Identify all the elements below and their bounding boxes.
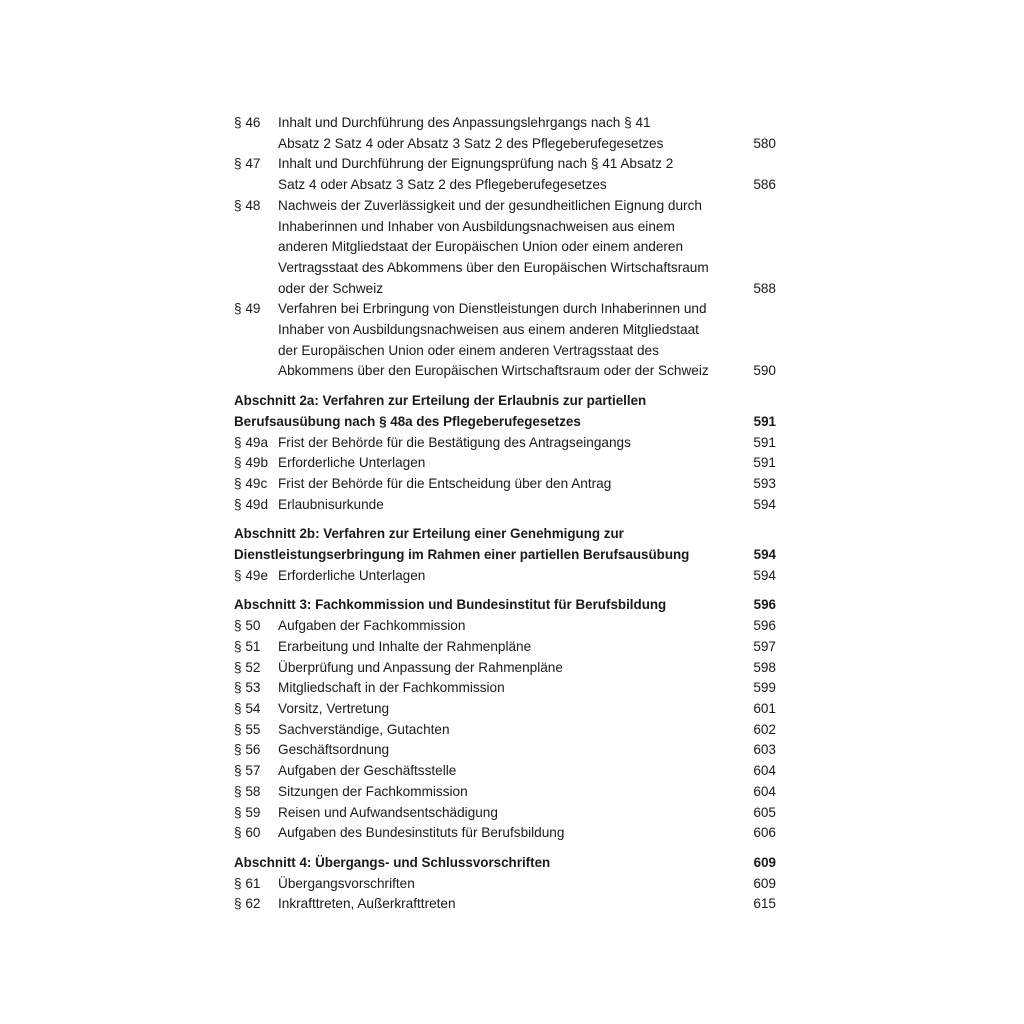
entry-title-line: Abkommens über den Europäischen Wirtschaftsraum oder der Schweiz <box>278 363 709 379</box>
entry-title-line: Vertragsstaat des Abkommens über den Europäischen Wirtschaftsraum <box>278 259 709 275</box>
toc-entry <box>234 699 776 720</box>
entry-title <box>278 299 728 382</box>
entry-title <box>278 433 728 454</box>
toc-entry <box>234 299 776 382</box>
toc-entry <box>234 823 776 844</box>
section-title-line: Abschnitt 2b: Verfahren zur Erteilung einer Genehmigung zur <box>234 526 624 542</box>
entry-page-number: 601 <box>753 700 776 716</box>
entry-title <box>278 637 728 658</box>
toc-entry <box>234 678 776 699</box>
toc-entry <box>234 782 776 803</box>
entry-title-line: Erlaubnisurkunde <box>278 496 384 512</box>
entry-title <box>278 658 728 679</box>
paragraph-number: § 46 <box>234 115 261 130</box>
section-title <box>234 853 728 874</box>
entry-title <box>278 782 728 803</box>
paragraph-number: § 49a <box>234 434 269 450</box>
section-title-line: Abschnitt 4: Übergangs- und Schlussvorschriften <box>234 854 551 870</box>
section-title-line: Berufsausübung nach § 48a des Pflegeberufegesetzes <box>234 413 581 429</box>
table-of-contents <box>234 113 776 915</box>
section-page-number: 596 <box>753 597 776 613</box>
entry-title-line: Inhalt und Durchführung der Eignungsprüfung nach § 41 Absatz 2 <box>278 156 674 172</box>
entry-page-number: 615 <box>753 896 776 912</box>
entry-page-number: 591 <box>753 434 776 450</box>
entry-page-number: 588 <box>753 280 776 296</box>
entry-page-number: 594 <box>753 567 776 583</box>
section-title-line: Abschnitt 3: Fachkommission und Bundesinstitut für Berufsbildung <box>234 597 667 613</box>
entry-title <box>278 874 728 895</box>
section-heading <box>234 595 776 616</box>
entry-title-line: anderen Mitgliedstaat der Europäischen Union oder einem anderen <box>278 239 684 255</box>
entry-title-line: Erarbeitung und Inhalte der Rahmenpläne <box>278 638 532 654</box>
section-heading <box>234 391 776 432</box>
entry-page-number: 604 <box>753 783 776 799</box>
entry-title <box>278 474 728 495</box>
paragraph-number: § 57 <box>234 763 261 779</box>
toc-entry <box>234 474 776 495</box>
entry-title-line: Inhalt und Durchführung des Anpassungslehrgangs nach § 41 <box>278 115 651 130</box>
entry-title-line: Verfahren bei Erbringung von Dienstleistungen durch Inhaberinnen und <box>278 301 707 317</box>
toc-entry <box>234 874 776 895</box>
section-page-number: 591 <box>753 413 776 429</box>
entry-title-line: der Europäischen Union oder einem anderen Vertragsstaat des <box>278 342 659 358</box>
toc-entry <box>234 616 776 637</box>
entry-page-number: 604 <box>753 763 776 779</box>
section-title <box>234 524 728 565</box>
entry-title <box>278 616 728 637</box>
entry-title-line: Inhaber von Ausbildungsnachweisen aus einem anderen Mitgliedstaat <box>278 322 699 338</box>
entry-page-number: 609 <box>753 875 776 891</box>
entry-title <box>278 699 728 720</box>
entry-title-line: Aufgaben der Geschäftsstelle <box>278 763 457 779</box>
section-heading <box>234 524 776 565</box>
toc-entry <box>234 761 776 782</box>
section-page-number: 594 <box>753 547 776 563</box>
entry-title-line: Nachweis der Zuverlässigkeit und der gesundheitlichen Eignung durch <box>278 197 702 213</box>
paragraph-number: § 49b <box>234 455 269 471</box>
entry-title-line: Sitzungen der Fachkommission <box>278 783 468 799</box>
paragraph-number: § 60 <box>234 825 261 841</box>
entry-page-number: 599 <box>753 680 776 696</box>
section-title <box>234 391 728 432</box>
entry-page-number: 597 <box>753 638 776 654</box>
paragraph-number: § 58 <box>234 783 261 799</box>
entry-page-number: 606 <box>753 825 776 841</box>
toc-entry <box>234 113 776 154</box>
entry-title <box>278 823 728 844</box>
paragraph-number: § 55 <box>234 721 261 737</box>
toc-entry <box>234 720 776 741</box>
toc-entry <box>234 495 776 516</box>
paragraph-number: § 49d <box>234 496 269 512</box>
entry-page-number: 590 <box>753 363 776 379</box>
entry-title <box>278 894 728 915</box>
entry-page-number: 598 <box>753 659 776 675</box>
paragraph-number: § 49 <box>234 301 261 317</box>
toc-entry <box>234 566 776 587</box>
entry-title-line: Mitgliedschaft in der Fachkommission <box>278 680 505 696</box>
paragraph-number: § 53 <box>234 680 261 696</box>
toc-entry <box>234 196 776 300</box>
entry-page-number: 602 <box>753 721 776 737</box>
section-heading <box>234 853 776 874</box>
entry-page-number: 586 <box>753 177 776 193</box>
entry-title-line: oder der Schweiz <box>278 280 384 296</box>
entry-title-line: Erforderliche Unterlagen <box>278 455 426 471</box>
entry-title <box>278 453 728 474</box>
entry-page-number: 603 <box>753 742 776 758</box>
entry-title <box>278 495 728 516</box>
entry-page-number: 605 <box>753 804 776 820</box>
toc-entry <box>234 453 776 474</box>
entry-title <box>278 566 728 587</box>
entry-title-line: Aufgaben des Bundesinstituts für Berufsbildung <box>278 825 565 841</box>
paragraph-number: § 49c <box>234 475 268 491</box>
toc-entry <box>234 740 776 761</box>
paragraph-number: § 52 <box>234 659 261 675</box>
entry-page-number: 580 <box>753 135 776 151</box>
entry-title-line: Überprüfung und Anpassung der Rahmenpläne <box>278 659 563 675</box>
entry-title-line: Reisen und Aufwandsentschädigung <box>278 804 498 820</box>
paragraph-number: § 54 <box>234 700 261 716</box>
toc-entry <box>234 894 776 915</box>
entry-page-number: 594 <box>753 496 776 512</box>
entry-title-line: Übergangsvorschriften <box>278 875 415 891</box>
entry-title <box>278 154 728 195</box>
entry-title <box>278 113 728 154</box>
section-title <box>234 595 728 616</box>
entry-page-number: 596 <box>753 618 776 634</box>
entry-title <box>278 761 728 782</box>
entry-title <box>278 196 728 300</box>
paragraph-number: § 62 <box>234 896 261 912</box>
entry-title <box>278 740 728 761</box>
entry-title-line: Inhaberinnen und Inhaber von Ausbildungsnachweisen aus einem <box>278 218 675 234</box>
entry-title-line: Vorsitz, Vertretung <box>278 700 390 716</box>
entry-title-line: Frist der Behörde für die Entscheidung über den Antrag <box>278 475 612 491</box>
paragraph-number: § 48 <box>234 197 261 213</box>
entry-title-line: Satz 4 oder Absatz 3 Satz 2 des Pflegeberufegesetzes <box>278 177 607 193</box>
paragraph-number: § 47 <box>234 156 261 172</box>
entry-title <box>278 720 728 741</box>
paragraph-number: § 59 <box>234 804 261 820</box>
entry-title <box>278 803 728 824</box>
paragraph-number: § 51 <box>234 638 261 654</box>
entry-title-line: Inkrafttreten, Außerkrafttreten <box>278 896 456 912</box>
toc-entry <box>234 803 776 824</box>
entry-title-line: Frist der Behörde für die Bestätigung des Antragseingangs <box>278 434 631 450</box>
entry-title-line: Sachverständige, Gutachten <box>278 721 450 737</box>
toc-entry <box>234 433 776 454</box>
section-title-line: Abschnitt 2a: Verfahren zur Erteilung der Erlaubnis zur partiellen <box>234 393 647 409</box>
entry-title-line: Erforderliche Unterlagen <box>278 567 426 583</box>
entry-page-number: 593 <box>753 475 776 491</box>
section-page-number: 609 <box>753 854 776 870</box>
entry-page-number: 591 <box>753 455 776 471</box>
toc-entry <box>234 154 776 195</box>
entry-title-line: Absatz 2 Satz 4 oder Absatz 3 Satz 2 des Pflegeberufegesetzes <box>278 135 664 151</box>
entry-title <box>278 678 728 699</box>
paragraph-number: § 56 <box>234 742 261 758</box>
section-title-line: Dienstleistungserbringung im Rahmen einer partiellen Berufsausübung <box>234 547 690 563</box>
paragraph-number: § 49e <box>234 567 269 583</box>
paragraph-number: § 61 <box>234 875 261 891</box>
entry-title-line: Aufgaben der Fachkommission <box>278 618 466 634</box>
paragraph-number: § 50 <box>234 618 261 634</box>
toc-entry <box>234 658 776 679</box>
entry-title-line: Geschäftsordnung <box>278 742 390 758</box>
toc-entry <box>234 637 776 658</box>
